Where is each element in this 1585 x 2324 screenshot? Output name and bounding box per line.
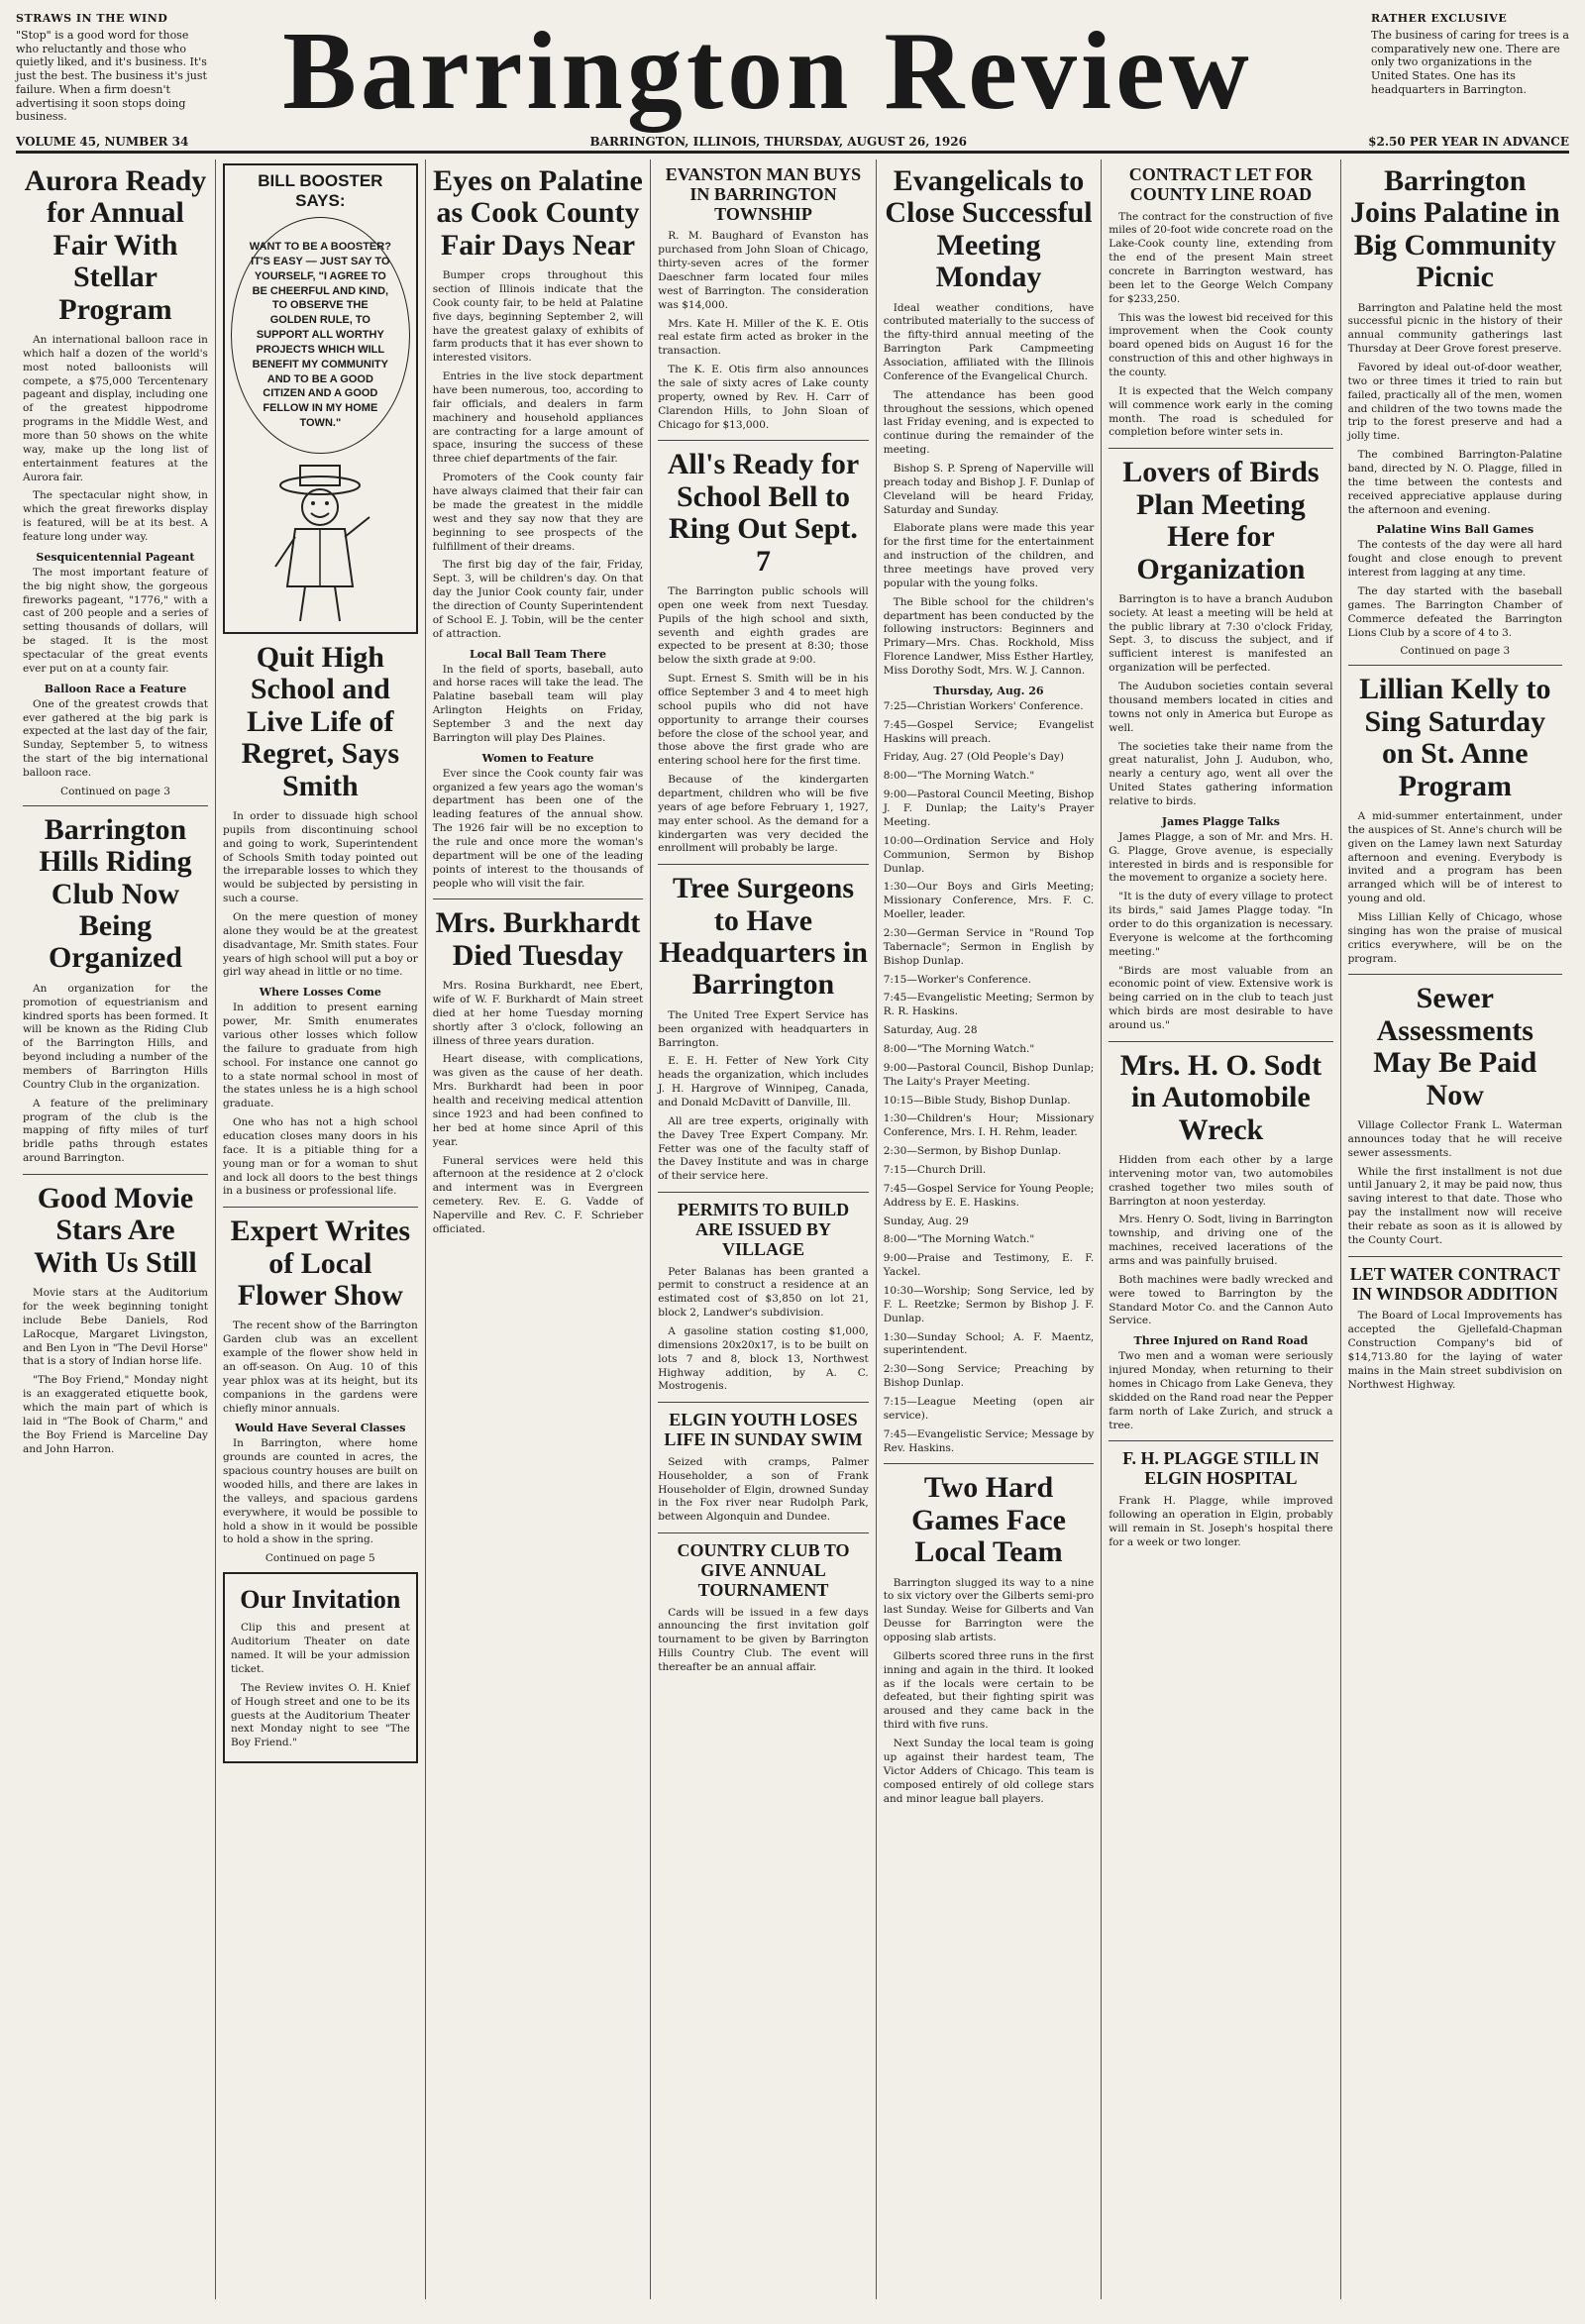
- schedule-title: Thursday, Aug. 26: [933, 684, 1044, 697]
- paragraph: James Plagge, a son of Mr. and Mrs. H. G. Plagge, Grove avenue, is especially interested in birds and is responsible for the movement to organize a society here.: [1109, 830, 1333, 885]
- divider: [1109, 1440, 1332, 1441]
- paragraph: Favored by ideal out-of-door weather, two or three times it tried to rain but failed, practically all of the men, women and children of the two towns made the trip to the forest preserve and had a jolly time.: [1347, 362, 1563, 443]
- paragraph: In the field of sports, baseball, auto and horse races will take the lead. The Palatine baseball team will play Arlington Heights on Friday, September 3 and the next day Barrington will play Des Plaines.: [432, 663, 644, 744]
- headline-plagge-hospital: F. H. PLAGGE STILL IN ELGIN HOSPITAL: [1122, 1448, 1320, 1489]
- paragraph: Two men and a woman were seriously injured Monday, when returning to their homes in Chicago from Lake Geneva, they skidded on the Rand road near the Pepper farm north of Lake Zurich, and struck a tree.: [1109, 1350, 1333, 1431]
- paragraph: Gilberts scored three runs in the first inning and again in the third. It looked as if the locals were certain to be defeated, but their fighting spirit was aroused and they came back in the third with five runs.: [883, 1649, 1095, 1732]
- right-ear-text: The business of caring for trees is a comparatively new one. There are only two organizations in the United States. One has its headquarters in Barrington.: [1371, 28, 1569, 96]
- paragraph: The day started with the baseball games. The Barrington Chamber of Commerce defeated the Barrington Lions Club by a score of 4 to 3.: [1347, 585, 1563, 639]
- subhead: Where Losses Come: [259, 986, 381, 1000]
- paragraph: Barrington and Palatine held the most successful picnic in the history of their annual community gatherings last Thursday at Deer Grove forest preserve.: [1347, 301, 1563, 356]
- paragraph: In addition to present earning power, Mr. Smith enumerates various other losses which follow the failure to graduate from high school. For instance one cannot go to a state normal school in most of the states unless he is a high school graduate.: [222, 1002, 418, 1110]
- paragraph: The contests of the day were all hard fought and close enough to prevent interest from lagging at any time.: [1347, 539, 1563, 580]
- booster-quote: WANT TO BE A BOOSTER? IT'S EASY — JUST SAY TO YOURSELF, "I AGREE TO BE CHEERFUL AND KIND, TO OBSERVE THE GOLDEN RULE, TO SUPPORT ALL WORTHY PROJECTS WHICH WILL BENEFIT MY COMMUNITY AND TO BE A GOOD CITIZEN AND A GOOD FELLOW IN MY HOME TOWN.": [231, 217, 410, 454]
- divider: [1109, 1041, 1332, 1042]
- paragraph: On the mere question of money alone they would be at the greatest disadvantage, Mr. Smith states. Four years of high school will put a boy or girl way ahead in little or no time.: [222, 910, 418, 979]
- paragraph: Because of the kindergarten department, children who will be five years of age before February 1, 1927, may enter school. As the demand for a kindergarten was very decided the enrollment will probably be large.: [658, 774, 869, 855]
- schedule-item: 2:30—German Service in "Round Top Tabernacle"; Sermon in English by Bishop Dunlap.: [883, 926, 1095, 967]
- paragraph: Heart disease, with complications, was given as the cause of her death. Mrs. Burkhardt had been in poor health and receiving medical attention since 1923 and had been confined to her bed at home since April of this year.: [432, 1053, 644, 1148]
- paragraph: Bumper crops throughout this section of Illinois indicate that the Cook county fair, to be held at Palatine five days, beginning September 2, will have the greatest galaxy of exhibits of farm products that it has ever shown to interested visitors.: [432, 269, 644, 365]
- left-ear-title: STRAWS IN THE WIND: [16, 12, 168, 25]
- column-2: [216, 159, 426, 2299]
- paragraph: The first big day of the fair, Friday, Sept. 3, will be children's day. On that day the Junior Cook county fair, under the direction of County Superintendent of School E. J. Tobin, will be the center of attraction.: [432, 559, 644, 640]
- schedule-item: 1:30—Our Boys and Girls Meeting; Missionary Conference, Mrs. F. C. Moeller, leader.: [883, 881, 1095, 921]
- paragraph: It is expected that the Welch company will commence work early in the coming month. The road is scheduled for completion before winter sets in.: [1109, 384, 1333, 439]
- booster-title: BILL BOOSTER SAYS:: [258, 171, 383, 210]
- divider: [658, 864, 869, 865]
- paragraph: The Bible school for the children's department has been conducted by the following instructors: Beginners and Primary—Mrs. Chas. Rockhold, Miss Florence Landwer, Miss Esther Hartley, Miss Dorothy Sodt, Mrs. W. J. Cannon.: [883, 595, 1095, 678]
- paragraph: Bishop S. P. Spreng of Naperville will preach today and Bishop J. F. Dunlap of Cleveland will be heard Friday, Saturday and Sunday.: [883, 463, 1095, 516]
- invitation-box: [223, 1572, 418, 1763]
- headline-two-hard-games: Two Hard Games Face Local Team: [911, 1471, 1066, 1569]
- paragraph: The combined Barrington-Palatine band, directed by N. O. Plagge, filled in the time between the contests and received appreciative applause during the afternoon and evening.: [1347, 449, 1563, 516]
- dateline: BARRINGTON, ILLINOIS, THURSDAY, AUGUST 26, 1926: [589, 135, 967, 149]
- schedule-item: 10:30—Worship; Song Service, led by F. L. Reetzke; Sermon by Bishop J. F. Dunlap.: [883, 1284, 1095, 1324]
- paragraph: Mrs. Kate H. Miller of the K. E. Otis real estate firm acted as broker in the transaction.: [658, 317, 869, 358]
- headline-sodt-wreck: Mrs. H. O. Sodt in Automobile Wreck: [1119, 1048, 1322, 1146]
- paragraph: Mrs. Rosina Burkhardt, nee Ebert, wife of W. F. Burkhardt of Main street died at her home Tuesday morning shortly after 3 o'clock, following an illness of three years duration.: [432, 980, 644, 1047]
- headline-tree-surgeons: Tree Surgeons to Have Headquarters in Barrington: [659, 872, 868, 1002]
- paragraph: E. E. H. Fetter of New York City heads the organization, which includes J. H. Hargrove of Winnipeg, Canada, and Donald McDavitt of Danville, Ill.: [658, 1055, 869, 1109]
- schedule-item: Friday, Aug. 27 (Old People's Day): [883, 751, 1064, 764]
- schedule-item: 7:25—Christian Workers' Conference.: [883, 699, 1084, 712]
- divider: [23, 1174, 208, 1175]
- schedule-item: 7:45—Evangelistic Meeting; Sermon by R. R. Haskins.: [883, 992, 1095, 1018]
- headline-aurora-fair: Aurora Ready for Annual Fair With Stellar Program: [24, 164, 207, 326]
- divider: [1348, 1256, 1562, 1257]
- paragraph: The United Tree Expert Service has been organized with headquarters in Barrington.: [658, 1008, 869, 1049]
- paragraph: All are tree experts, originally with the Davey Tree Expert Company. Mr. Fetter was one of the faculty staff of the Davey Institute and was in charge of their service here.: [658, 1114, 869, 1183]
- paragraph: The Board of Local Improvements has accepted the Gjellefald-Chapman Construction Company's bid of $14,713.80 for the laying of water mains in the Main street subdivision on Northwest Highway.: [1347, 1310, 1563, 1391]
- headline-lillian-kelly: Lillian Kelly to Sing Saturday on St. Anne Program: [1359, 673, 1551, 802]
- headline-community-picnic: Barrington Joins Palatine in Big Community Picnic: [1349, 164, 1560, 294]
- headline-quit-high-school: Quit High School and Live Life of Regret, Says Smith: [241, 640, 400, 802]
- paragraph: "It is the duty of every village to protect its birds," said James Plagge today. "In order to do this organization is necessary. Everyone is welcome at the forthcoming meeting.": [1109, 891, 1333, 958]
- paragraph: Cards will be issued in a few days announcing the first invitation golf tournament to be given by Barrington Hills Country Club. The event will thereafter be an annual affair.: [658, 1606, 869, 1674]
- headline-evanston-man: EVANSTON MAN BUYS IN BARRINGTON TOWNSHIP: [665, 164, 862, 224]
- paragraph: The spectacular night show, in which the great fireworks display is featured, will be at its best. A feature long under way.: [23, 489, 208, 543]
- schedule-item: 8:00—"The Morning Watch.": [883, 770, 1035, 783]
- paragraph: This was the lowest bid received for this improvement when the Cook county board opened bids on August 16 for the construction of this and other highways in the county.: [1109, 311, 1333, 379]
- paragraph: The societies take their name from the great naturalist, John J. Audubon, who, nearly a century ago, went all over the United States gathering information relative to birds.: [1109, 740, 1333, 807]
- schedule-item: 8:00—"The Morning Watch.": [883, 1042, 1035, 1055]
- nameplate: Barrington Review: [282, 10, 1253, 133]
- paragraph: Village Collector Frank L. Waterman announces today that he will receive sewer assessments.: [1347, 1119, 1563, 1159]
- paragraph: Ideal weather conditions, have contributed materially to the success of the fifty-third annual meeting of the Barrington Park Campmeeting Association, affiliated with the Illinois Conference of the Evangelical Church.: [883, 301, 1095, 382]
- schedule-item: 8:00—"The Morning Watch.": [883, 1233, 1035, 1246]
- left-ear-text: "Stop" is a good word for those who reluctantly and those who quietly liked, and it's business. It's just the best. The business it's just failure. When a firm doesn't advertising it soon stops doing business.: [16, 28, 207, 124]
- headline-lovers-of-birds: Lovers of Birds Plan Meeting Here for Organization: [1122, 456, 1320, 585]
- newspaper-page: [16, 12, 1569, 2300]
- headline-water-contract: LET WATER CONTRACT IN WINDSOR ADDITION: [1349, 1263, 1560, 1304]
- invitation-paragraph: The Review invites O. H. Knief of Hough street and one to be its guests at the Auditorium Theater next Monday night to see "The Boy Friend.": [230, 1681, 410, 1749]
- schedule-item: 2:30—Sermon, by Bishop Dunlap.: [883, 1145, 1062, 1158]
- headline-sewer-assessments: Sewer Assessments May Be Paid Now: [1373, 982, 1537, 1111]
- paragraph: The K. E. Otis firm also announces the sale of sixty acres of Lake county property, owned by Rev. H. Carr of Clarendon Hills, to John Sloan of Chicago for $13,000.: [658, 364, 869, 431]
- paragraph: An international balloon race in which half a dozen of the world's most noted balloonists will compete, a $75,000 Tercentenary pageant and display, including one of the greatest hippodrome programs in the Middle West, and more than 50 shows on the white way, make up the long list of entertainment features at the Aurora fair.: [23, 333, 208, 483]
- column-7: [1341, 159, 1569, 2299]
- subhead: Would Have Several Classes: [235, 1422, 406, 1435]
- column-4: [651, 159, 877, 2299]
- divider: [884, 1463, 1095, 1464]
- headline-palatine-fair: Eyes on Palatine as Cook County Fair Days Near: [433, 164, 643, 262]
- headline-flower-show: Expert Writes of Local Flower Show: [230, 1215, 411, 1313]
- divider: [1348, 974, 1562, 975]
- left-ear: [16, 12, 214, 124]
- right-ear-title: RATHER EXCLUSIVE: [1371, 12, 1508, 25]
- masthead: [16, 12, 1569, 154]
- paragraph: Hidden from each other by a large intervening motor van, two automobiles crashed together two miles south of Barrington at noon yesterday.: [1109, 1154, 1333, 1208]
- paragraph: Movie stars at the Auditorium for the week beginning tonight include Bebe Daniels, Rod LaRocque, Margaret Livingston, and Ben Lyon in "The Devil Horse" that is a story of Indian horse life.: [23, 1287, 208, 1368]
- paragraph: The recent show of the Barrington Garden club was an excellent example of the flower show held in an off-season. On Aug. 10 of this year phlox was at its height, but its companions in the gardens were chiefly minor annuals.: [222, 1320, 418, 1415]
- folio-line: [16, 135, 1569, 149]
- paragraph: In Barrington, where home grounds are counted in acres, the spacious country houses are built on wooded hills, and there are lakes in the valleys, and spacious gardens everywhere, it would be possible to hold a show in it would be possible to hold a show in the spring.: [222, 1437, 418, 1546]
- schedule-item: 7:45—Gospel Service for Young People; Address by E. E. Haskins.: [883, 1182, 1095, 1209]
- subscription-price: $2.50 PER YEAR IN ADVANCE: [1368, 135, 1569, 149]
- invitation-heading: Our Invitation: [240, 1585, 401, 1615]
- paragraph: Barrington is to have a branch Audubon society. At least a meeting will be held at the public library at 7:30 o'clock Friday, Sept. 3, to discuss the subject, and if sufficient interest is manifested an organization will be perfected.: [1109, 592, 1333, 675]
- paragraph: In order to dissuade high school pupils from discontinuing school and going to work, Superintendent of Schools Smith today pointed out the irreparable losses to which they would be subjected by persisting in such a course.: [222, 809, 418, 905]
- paragraph: The most important feature of the big night show, the gorgeous fireworks pageant, "1776," with a cast of 200 people and a series of setting thousands of dollars, will be staged. It is the most spectacular of the great events ever put on at a county fair.: [23, 566, 208, 675]
- column-1: [16, 159, 216, 2299]
- paragraph: Miss Lillian Kelly of Chicago, whose singing has won the praise of musical critics everywhere, will be on the program.: [1347, 911, 1563, 965]
- paragraph: Frank H. Plagge, while improved following an operation in Elgin, probably will remain in St. Joseph's hospital there for a week or two longer.: [1109, 1495, 1333, 1548]
- paragraph: Both machines were badly wrecked and were towed to Barrington by the Standard Motor Co. and the Cannon Auto Service.: [1109, 1273, 1333, 1327]
- paragraph: While the first installment is not due until January 2, it may be paid now, thus saving interest to that date. Those who pay the installment now will receive their rebate as soon as it is allowed by the County Court.: [1347, 1165, 1563, 1246]
- subhead: Women to Feature: [481, 751, 594, 765]
- subhead: Sesquicentennial Pageant: [36, 550, 195, 564]
- paragraph: The Audubon societies contain several thousand members located in cities and towns not only in America but Europe as well.: [1109, 681, 1333, 734]
- column-3: [426, 159, 652, 2299]
- paragraph: The contract for the construction of five miles of 20-foot wide concrete road on the Lake-Cook county line, extending from the end of the present Main street concrete in Barrington westward, has been let to the George Welch Company for $233,250.: [1109, 210, 1333, 305]
- schedule-item: 10:15—Bible Study, Bishop Dunlap.: [883, 1094, 1071, 1107]
- schedule-item: 9:00—Pastoral Council, Bishop Dunlap; The Laity's Prayer Meeting.: [883, 1061, 1095, 1088]
- schedule-item: Saturday, Aug. 28: [883, 1024, 978, 1037]
- divider: [658, 1532, 869, 1533]
- paragraph: The Barrington public schools will open one week from next Tuesday. Pupils of the high school and sixth, seventh and eighth grades are expected to be present at 8:30; those below the sixth grade at 9:00.: [658, 584, 869, 667]
- paragraph: Entries in the live stock department have been numerous, too, according to fair officials, and dealers in farm machinery and household appliances are contracting for a large amount of space, insuring the success of these three chief departments of the fair.: [432, 370, 644, 466]
- paragraph: "Birds are most valuable from an economic point of view. Extensive work is being carried on in the club to teach just which birds are most desirable to have around us.": [1109, 964, 1333, 1031]
- continued-note: Continued on page 3: [1400, 645, 1511, 658]
- divider: [658, 1402, 869, 1403]
- right-ear: [1371, 12, 1569, 97]
- subhead: Local Ball Team There: [469, 647, 606, 661]
- booster-cartoon-icon: [246, 458, 394, 626]
- divider: [433, 898, 644, 899]
- headline-school-bell: All's Ready for School Bell to Ring Out Sept. 7: [667, 448, 860, 578]
- volume-number: VOLUME 45, NUMBER 34: [16, 135, 189, 149]
- column-6: [1102, 159, 1340, 2299]
- paragraph: Seized with cramps, Palmer Householder, a son of Frank Householder of Elgin, drowned Sunday in the Fox river near Rudolph Park, between Algonquin and Dundee.: [658, 1455, 869, 1524]
- paragraph: Ever since the Cook county fair was organized a few years ago the woman's department has been one of the leading features of the annual show. The 1926 fair will be no exception to the rule and once more the woman's department will be one of the leading points of interest to the thousands of people who will visit the fair.: [432, 767, 644, 890]
- paragraph: One of the greatest crowds that ever gathered at the big park is expected at the last day of the fair, Sunday, September 5, to witness the start of the big international balloon race.: [23, 697, 208, 780]
- headline-county-line-road: CONTRACT LET FOR COUNTY LINE ROAD: [1128, 164, 1314, 204]
- paragraph: Mrs. Henry O. Sodt, living in Barrington township, and driving one of the machines, received lacerations of the arms and was painfully bruised.: [1109, 1214, 1333, 1268]
- subhead: Balloon Race a Feature: [44, 682, 187, 695]
- invitation-text: Clip this and present at Auditorium Theater on date named. It will be your admission ticket.: [230, 1622, 410, 1675]
- paragraph: One who has not a high school education closes many doors in his face. It is a pitiable thing for a young man or for a woman to shut and lock all doors to the best things in a business or professional life.: [222, 1116, 418, 1198]
- headline-burkhardt-died: Mrs. Burkhardt Died Tuesday: [435, 906, 641, 972]
- paragraph: A mid-summer entertainment, under the auspices of St. Anne's church will be given on the Lamey lawn next Saturday afternoon and evening. Everybody is invited and a program has been arranged which will be of interest to young and old.: [1347, 810, 1563, 905]
- divider: [658, 440, 869, 441]
- divider: [223, 1207, 418, 1208]
- subhead: James Plagge Talks: [1161, 814, 1280, 828]
- columns: [16, 159, 1569, 2299]
- schedule-item: 7:15—League Meeting (open air service).: [883, 1396, 1095, 1422]
- paragraph: A feature of the preliminary program of the club is the mapping of fifty miles of turf bridle paths through estates around Barrington.: [23, 1097, 208, 1165]
- headline-country-club: COUNTRY CLUB TO GIVE ANNUAL TOURNAMENT: [677, 1540, 850, 1600]
- headline-permits: PERMITS TO BUILD ARE ISSUED BY VILLAGE: [677, 1200, 850, 1259]
- paragraph: An organization for the promotion of equestrianism and kindred sports has been formed. It will be known as the Riding Club of the Barrington Hills, and beyond including a number of the members of Barrington Hills Country Club in the organization.: [23, 982, 208, 1091]
- paragraph: The attendance has been good throughout the sessions, which opened last Friday evening, and is expected to continue during the remainder of the meeting.: [883, 388, 1095, 457]
- divider: [23, 805, 208, 806]
- schedule-item: 7:45—Gospel Service; Evangelist Haskins will preach.: [883, 718, 1095, 745]
- schedule-item: 10:00—Ordination Service and Holy Communion, Sermon by Bishop Dunlap.: [883, 834, 1095, 875]
- paragraph: R. M. Baughard of Evanston has purchased from John Sloan of Chicago, thirty-seven acres of the former Daeschner farm located four miles west of Barrington. The consideration was $14,000.: [658, 230, 869, 311]
- bill-booster-box: [223, 163, 418, 634]
- schedule-item: 7:15—Church Drill.: [883, 1163, 987, 1176]
- subhead: Palatine Wins Ball Games: [1376, 523, 1534, 537]
- headline-elgin-youth: ELGIN YOUTH LOSES LIFE IN SUNDAY SWIM: [664, 1410, 863, 1450]
- divider: [658, 1192, 869, 1193]
- column-5: [877, 159, 1103, 2299]
- paragraph: Promoters of the Cook county fair have always claimed that their fair can be made the greatest in the middle west and they say now that they are beginning to see prospects of the fulfillment of their dreams.: [432, 472, 644, 553]
- paragraph: Barrington slugged its way to a nine to six victory over the Gilberts semi-pro last Sunday. Weise for Gilberts and Van Deusse for Barrington were the opposing slab artists.: [883, 1576, 1095, 1644]
- schedule-item: 7:45—Evangelistic Service; Message by Rev. Haskins.: [883, 1427, 1095, 1454]
- schedule-item: 2:30—Song Service; Preaching by Bishop Dunlap.: [883, 1363, 1095, 1390]
- subhead: Three Injured on Rand Road: [1133, 1334, 1309, 1348]
- schedule-item: 7:15—Worker's Conference.: [883, 973, 1032, 986]
- camp-meeting-schedule: [884, 700, 1095, 1456]
- schedule-item: 9:00—Praise and Testimony, E. F. Yackel.: [883, 1252, 1095, 1279]
- paragraph: A gasoline station costing $1,000, dimensions 20x20x17, is to be built on lots 7 and 8, block 13, Northwest Highway addition, by A. C. Mostrogenis.: [658, 1325, 869, 1393]
- headline-riding-club: Barrington Hills Riding Club Now Being Organized: [39, 812, 192, 975]
- schedule-item: 1:30—Sunday School; A. F. Maentz, superintendent.: [883, 1330, 1095, 1357]
- continued-note: Continued on page 3: [60, 785, 170, 797]
- paragraph: Funeral services were held this afternoon at the residence at 2 o'clock and interment was in Evergreen cemetery. Rev. E. G. Vadde of Naperville and Rev. C. F. Schrieber officiated.: [432, 1154, 644, 1235]
- paragraph: Elaborate plans were made this year for the first time for the entertainment and instruction of the children, and three meetings have proved very popular with the young folks.: [883, 522, 1095, 589]
- headline-evangelicals: Evangelicals to Close Successful Meeting Monday: [885, 164, 1093, 294]
- paragraph: Peter Balanas has been granted a permit to construct a residence at an estimated cost of $3,850 on lot 21, block 2, Landwer's subdivision.: [658, 1265, 869, 1320]
- paragraph: "The Boy Friend," Monday night is an exaggerated etiquette book, which the main part of which is laid in "The Book of Charm," and the Boy Friend is Marceline Day and John Harron.: [23, 1374, 208, 1455]
- headline-movie-stars: Good Movie Stars Are With Us Still: [34, 1182, 197, 1279]
- schedule-item: Sunday, Aug. 29: [883, 1215, 969, 1227]
- divider: [1109, 448, 1332, 449]
- divider: [1348, 665, 1562, 666]
- schedule-item: 1:30—Children's Hour; Missionary Conference, Mrs. I. H. Rehm, leader.: [883, 1112, 1095, 1139]
- paragraph: Next Sunday the local team is going up against their hardest team, The Victor Adders of Chicago. This team is composed entirely of old college stars and minor league ball players.: [883, 1738, 1095, 1805]
- paragraph: Supt. Ernest S. Smith will be in his office September 3 and 4 to meet high school pupils who did not have opportunity to arrange their courses before the close of the school year, and those above the first grade who are entering school here for the first time.: [658, 673, 869, 768]
- continued-note: Continued on page 5: [264, 1552, 375, 1565]
- schedule-item: 9:00—Pastoral Council Meeting, Bishop J. F. Dunlap; the Laity's Prayer Meeting.: [883, 789, 1095, 828]
